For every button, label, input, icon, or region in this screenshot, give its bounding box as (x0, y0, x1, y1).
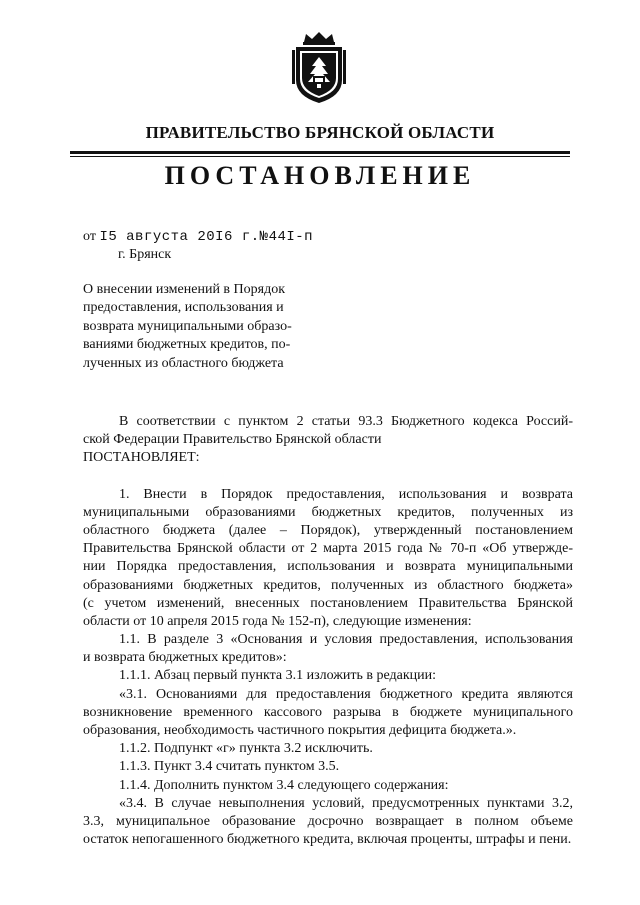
date-number-value: I5 августа 20I6 г.№44I-п (99, 229, 314, 245)
header-divider-thick (70, 151, 570, 154)
item-1-1-line: и возврата бюджетных кредитов»: (83, 650, 287, 666)
resolves-word: ПОСТАНОВЛЯЕТ: (83, 450, 200, 466)
government-title: ПРАВИТЕЛЬСТВО БРЯНСКОЙ ОБЛАСТИ (145, 123, 495, 142)
subject-line: ваниями бюджетных кредитов, по- (83, 337, 291, 353)
item-1-1-3: 1.1.3. Пункт 3.4 считать пунктом 3.5. (119, 759, 340, 775)
subject-line: возврата муниципальными образо- (83, 318, 292, 334)
quote-3-4-line: 3.3, муниципальное образование досрочно возвращает в полном объеме (83, 813, 573, 829)
subject-line: лученных из областного бюджета (83, 355, 284, 371)
item-1-1-1: 1.1.1. Абзац первый пункта 3.1 изложить в редакции: (119, 668, 437, 684)
document-type-heading: ПОСТАНОВЛЕНИЕ (164, 161, 476, 190)
item-1-1-2: 1.1.2. Подпункт «г» пункта 3.2 исключить. (119, 741, 373, 757)
quote-3-1-line: возникновение временного кассового разрыва в бюджете муниципального (83, 704, 573, 720)
item-1-line: 1. Внести в Порядок предоставления, использования и возврата (119, 486, 573, 502)
quote-3-1-line: образования, необходимость частичного покрытия дефицита бюджета.». (83, 723, 517, 738)
item-1-line: области от 10 апреля 2015 года № 152-п), следующие изменения: (83, 613, 472, 629)
document-subject (83, 281, 292, 373)
document-body (83, 413, 573, 849)
document-date-number (83, 229, 313, 245)
item-1-1-line: 1.1. В разделе 3 «Основания и условия предоставления, использования (119, 632, 573, 648)
subject-line: предоставления, использования и (83, 300, 284, 316)
coat-of-arms-emblem (288, 30, 350, 106)
item-1-line: областного бюджета (далее – Порядок), утвержденный постановлением (83, 522, 573, 538)
date-prefix: от (83, 229, 96, 244)
item-1-line: муниципальными образованиями бюджетных кредитов, полученных из (83, 504, 573, 520)
subject-line: О внесении изменений в Порядок (83, 282, 286, 297)
quote-3-4-line: «3.4. В случае невыполнения условий, предусмотренных пунктами 3.2, (119, 795, 573, 811)
item-1-line: Правительства Брянской области от 2 марта 2015 года № 70-п «Об утвержде- (83, 541, 573, 557)
header-divider-thin (70, 156, 570, 157)
quote-3-4-line: остаток непогашенного бюджетного кредита, включая проценты, штрафы и пени. (83, 832, 572, 848)
quote-3-1-line: «3.1. Основаниями для предоставления бюджетного кредита являются (119, 686, 573, 702)
document-city: г. Брянск (118, 247, 172, 262)
item-1-line: нии Порядка предоставления, использования и возврата муниципальными (83, 559, 573, 575)
item-1-1-4: 1.1.4. Дополнить пунктом 3.4 следующего содержания: (119, 777, 449, 793)
preamble-line: ской Федерации Правительство Брянской области (83, 432, 382, 448)
preamble-line: В соответствии с пунктом 2 статьи 93.3 Бюджетного кодекса Россий- (119, 414, 573, 429)
item-1-line: (с учетом изменений, внесенных постановлением Правительства Брянской (83, 595, 573, 611)
item-1-line: образованиями бюджетных кредитов, полученных из областного бюджета» (83, 577, 573, 593)
